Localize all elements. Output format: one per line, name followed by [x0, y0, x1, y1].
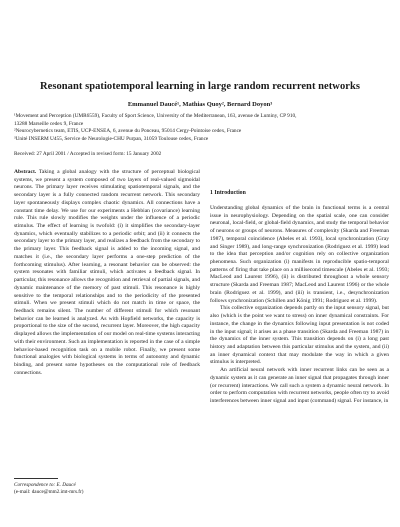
- abstract-text: Taking a global analogy with the structure of perceptual biological systems, we present a system composed of two layers of real-valued sigmoidal neurons. The primary layer receives stimulating spatiotemporal signals, and the secondary layer is a fully connected random recurrent network. This secondary layer spontaneously displays complex chaotic dynamics. All connections have a constant time delay. We use for our experiments a Hebbian (covariance) learning rule. This rule slowly modifies the weights under the influence of a periodic stimulus. The effect of learning is twofold: (i) it simplifies the secondary-layer dynamics, which eventually stabilizes to a periodic orbit; and (ii) it connects the secondary layer to the primary layer, and realizes a feedback from the secondary to the primary layer. This feedback signal is added to the incoming signal, and matches it (i.e., the secondary layer performs a one-step prediction of the forthcoming stimulus). After learning, a resonant behavior can be observed: the system resonates with familiar stimuli, which activates a feedback signal. In particular, this resonance allows the recognition and retrieval of partial signals, and dynamic maintenance of the memory of past stimuli. This resonance is highly sensitive to the temporal relationships and to the periodicity of the presented stimuli. When we present stimuli which do not match in time or space, the feedback remains silent. The number of different stimuli for which resonant behavior can be learned is analyzed. As with Hopfield networks, the capacity is proportional to the size of the second, recurrent layer. Moreover, the high capacity displayed allows the implementation of our model on real-time systems interacting with their environment. Such an implementation is reported in the case of a simple behavior-based recognition task on a mobile robot. Finally, we present some functional analogies with biological systems in terms of autonomy and dynamic binding, and present some hypotheses on the computational role of feedback connections.: [14, 169, 201, 376]
- affiliations: [14, 113, 386, 144]
- paragraph: An artificial neural network with inner recurrent links can be seen as a dynamic system as it can generate an inner signal that propagates through inner (or recurrent) interactions. We call such a system a dynamic neural network. In order to perform computation with recurrent networks, people often try to avoid interferences between inner signal and input (command) signal. For instance, in: [210, 367, 389, 404]
- correspondence-footnote: [14, 482, 83, 496]
- received-date: Received: 27 April 2001 / Accepted in revised form: 15 January 2002: [14, 151, 162, 157]
- correspondence-line: Correspondence to: E. Daucé: [14, 482, 76, 488]
- paper-title: Resonant spatiotemporal learning in large random recurrent networks: [40, 81, 360, 92]
- paragraph: This collective organization depends partly on the input sensory signal, but also (which is the point we want to stress) on inner dynamical constraints. For instance, the change in the dynamics following input presentation is not coded in the input signal; it arises as a phase transition (Skarda and Freeman 1987) in the dynamics of the inner system. This transition depends on (i) a long past history and adaptation between this particular stimulus and the system, and (ii) an inner dynamical context that may modulate the way in which a given stimulus is interpreted.: [210, 305, 389, 366]
- affiliation-line: ³Unité INSERM U455, Service de Neurologie-CHU Purpan, 31059 Toulouse cedex, France: [14, 136, 209, 143]
- abstract-label: Abstract.: [14, 169, 37, 175]
- paragraph: Understanding global dynamics of the brain in functional terms is a central issue in neurophysiology. Depending on the spatial scale, one can consider neuronal, local-field, or global-field dynamics, and study the temporal behavior of neurons or groups of neurons. Measures of complexity (Skarda and Freeman 1987), temporal coincidence (Abeles et al. 1993), local synchronization (Gray and Singer 1989), and long-range synchronization (Rodriguez et al. 1999) lead to the idea that perception and/or cognition rely on collective organization phenomena. Such organization (i) manifests in reproducible spatio-temporal patterns of firing that take place on a millisecond timescale (Abeles et al. 1993; MacLeod and Laurent 1996), (ii) is distributed throughout a whole sensory structure (Skarda and Freeman 1987; MacLeod and Laurent 1996) or the whole brain (Rodriguez et al. 1999), and (iii) is transient, i.e., desynchronization follows synchronization (Schillen and König 1991; Rodriguez et al. 1999).: [210, 205, 389, 304]
- affiliation-line: ²Neurocybernetics team, ETIS, UCP-ENSEA, 6, avenue du Ponceau, 95014 Cergy-Pointoise cedex, France: [14, 128, 242, 135]
- affiliation-line: 13288 Marseille cedex 9, France: [14, 120, 84, 127]
- introduction-body: [210, 205, 389, 406]
- email-line: (e-mail: dauce@mm2.imt-mrs.fr): [14, 489, 84, 495]
- abstract: [14, 169, 200, 377]
- author-list: Emmanuel Daucé¹, Mathias Quoy², Bernard Doyon³: [127, 101, 273, 108]
- footnote-rule: [14, 478, 58, 479]
- affiliation-line: ¹Movement and Perception (UMR6559), Faculty of Sport Science, University of the Mediterranean, 163, avenue de Luminy, CP 910,: [14, 113, 297, 119]
- section-heading: 1 Introduction: [210, 190, 246, 196]
